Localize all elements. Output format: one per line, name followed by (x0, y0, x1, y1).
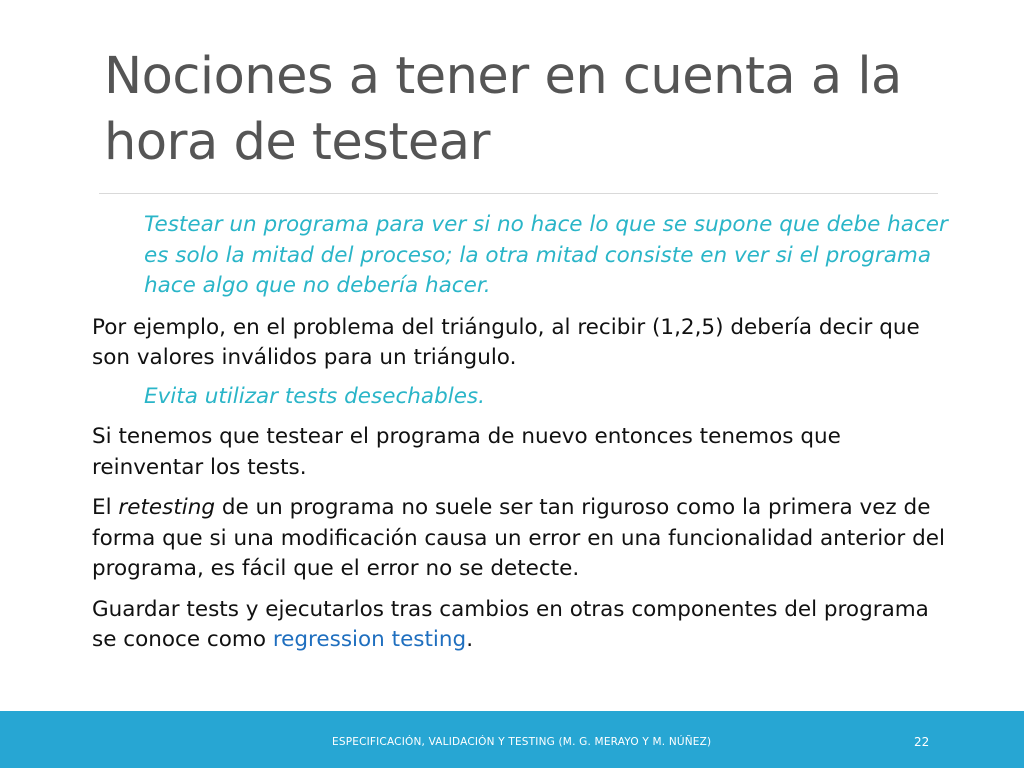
title-divider (99, 193, 938, 194)
quote-paragraph-2: Evita utilizar tests desechables. (144, 383, 485, 409)
regression-prefix: Guardar tests y ejecutarlos tras cambios en otras componentes del programa se conoce como (92, 596, 929, 652)
example-paragraph: Por ejemplo, en el problema del triángulo, al recibir (1,2,5) debería decir que son valores inválidos para un triángulo. (92, 314, 920, 370)
quote-paragraph-1: Testear un programa para ver si no hace lo que se supone que debe hacer es solo la mitad del proceso; la otra mitad consiste en ver si el programa hace algo que no debería hacer. (144, 212, 948, 298)
retesting-paragraph (92, 493, 952, 585)
retesting-suffix: de un programa no suele ser tan riguroso como la primera vez de forma que si una modificación causa un error en una funcionalidad anterior del programa, es fácil que el error no se detecte. (92, 495, 945, 581)
slide-body (92, 210, 952, 656)
regression-paragraph (92, 595, 952, 656)
footer-caption: ESPECIFICACIÓN, VALIDACIÓN Y TESTING (M. G. MERAYO Y M. NÚÑEZ) (332, 736, 712, 748)
reinvent-paragraph: Si tenemos que testear el programa de nuevo entonces tenemos que reinventar los tests. (92, 424, 841, 480)
regression-suffix: . (466, 627, 474, 652)
regression-testing-link[interactable]: regression testing (272, 627, 467, 652)
slide-title: Nociones a tener en cuenta a la hora de testear (104, 47, 902, 172)
retesting-term: retesting (118, 495, 216, 520)
page-number: 22 (914, 735, 930, 749)
retesting-prefix: El (92, 495, 119, 520)
